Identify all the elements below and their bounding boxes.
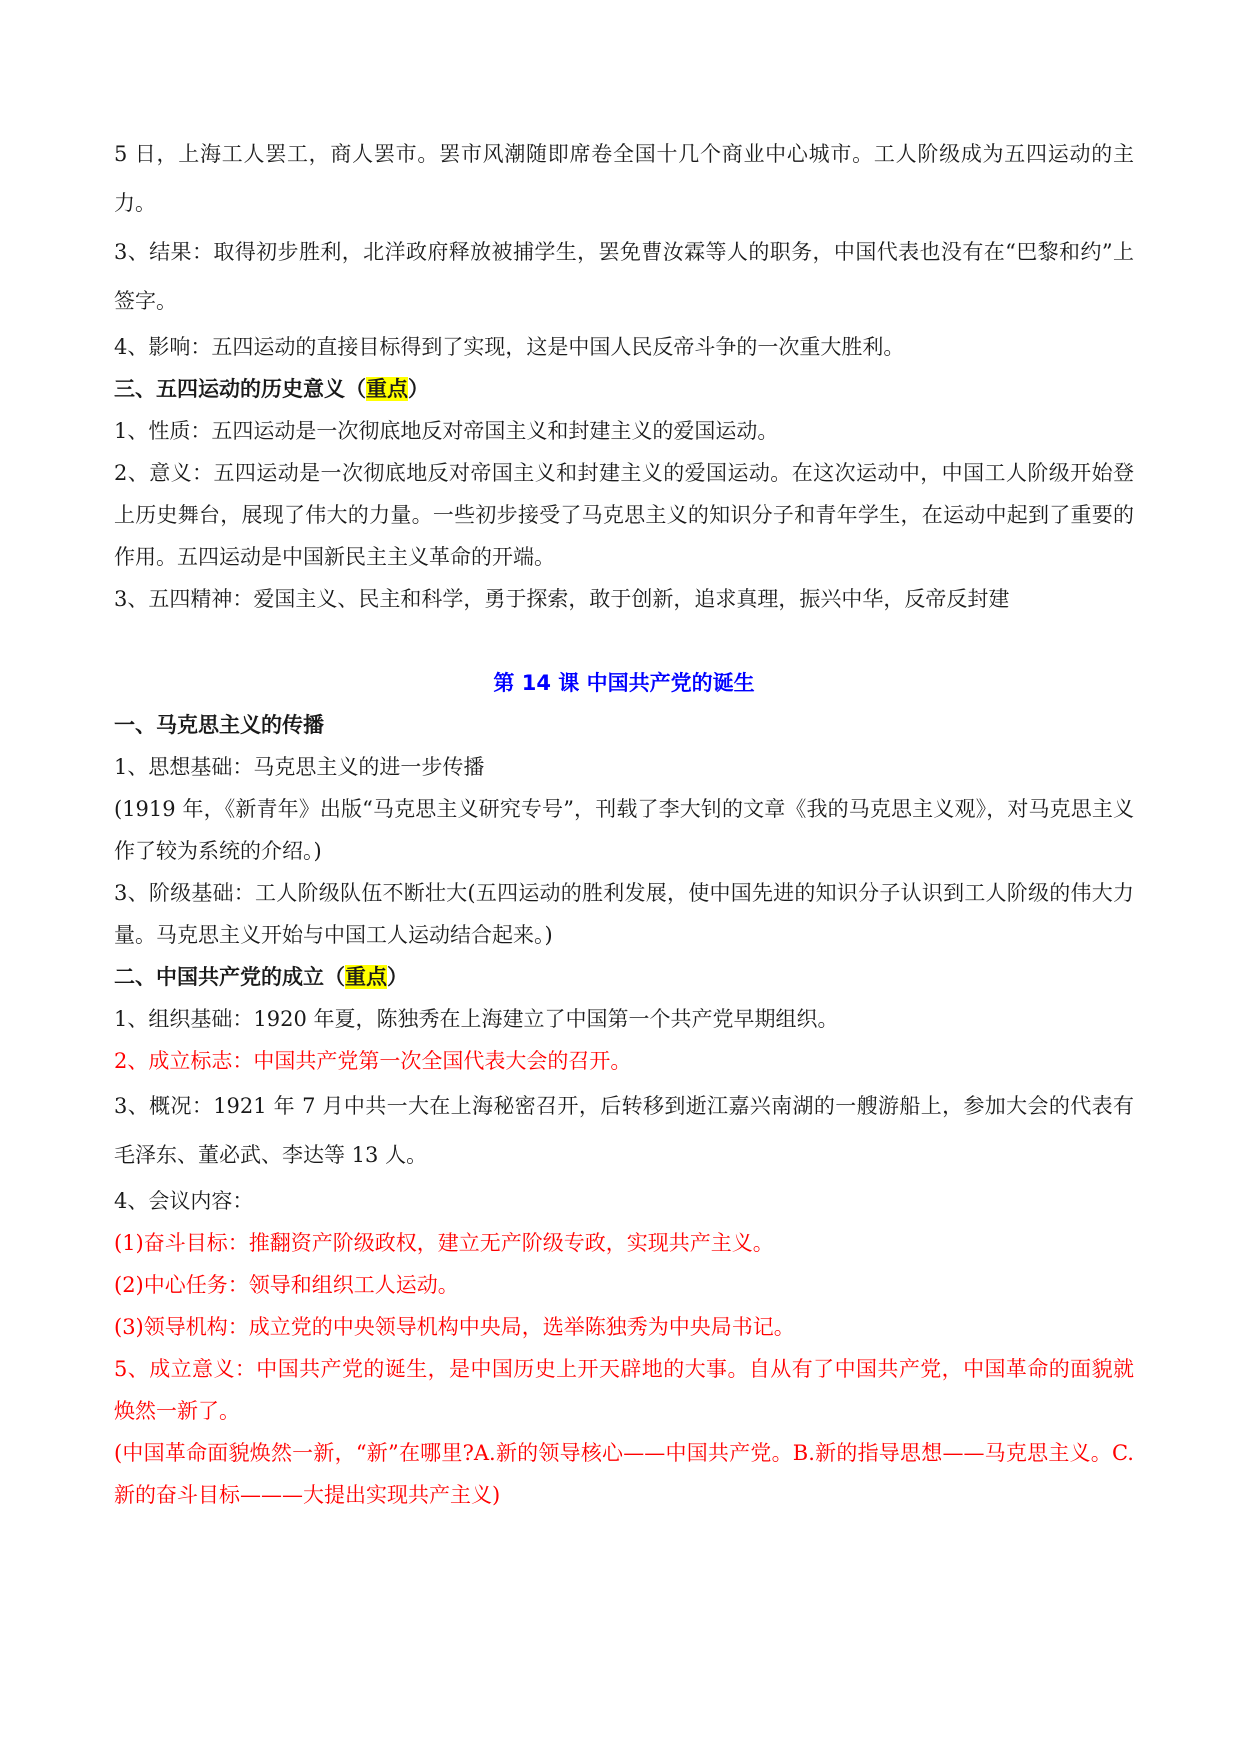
paragraph-nature: 1、性质：五四运动是一次彻底地反对帝国主义和封建主义的爱国运动。 (114, 419, 779, 443)
paragraph-impact: 4、影响：五四运动的直接目标得到了实现，这是中国人民反帝斗争的一次重大胜利。 (114, 335, 905, 359)
key-point-highlight: 重点 (366, 377, 408, 401)
paragraph-central-task: (2)中心任务：领导和组织工人运动。 (114, 1273, 459, 1297)
paragraph-meaning: 2、意义：五四运动是一次彻底地反对帝国主义和封建主义的爱国运动。在这次运动中，中国工人阶级开始登上历史舞台，展现了伟大的力量。一些初步接受了马克思主义的知识分子和青年学生，在运动中起到了重要的作用。五四运动是中国新民主主义革命的开端。 (114, 461, 1134, 569)
paragraph-overview: 3、概况：1921 年 7 月中共一大在上海秘密召开，后转移到逝江嘉兴南湖的一艘游船上，参加大会的代表有毛泽东、董必武、李达等 13 人。 (114, 1094, 1134, 1167)
heading-close: ） (387, 965, 408, 989)
section-heading-founding (114, 956, 1134, 998)
section-heading-significance (114, 368, 1134, 410)
paragraph-organizational-basis: 1、组织基础：1920 年夏，陈独秀在上海建立了中国第一个共产党早期组织。 (114, 1007, 839, 1031)
paragraph-goal: (1)奋斗目标：推翻资产阶级政权，建立无产阶级专政，实现共产主义。 (114, 1231, 774, 1255)
paragraph-ideological-basis: 1、思想基础：马克思主义的进一步传播 (114, 755, 485, 779)
paragraph-strike: 5 日，上海工人罢工，商人罢市。罢市风潮随即席卷全国十几个商业中心城市。工人阶级成为五四运动的主力。 (114, 142, 1134, 215)
paragraph-founding-mark: 2、成立标志：中国共产党第一次全国代表大会的召开。 (114, 1049, 632, 1073)
paragraph-result: 3、结果：取得初步胜利，北洋政府释放被捕学生，罢免曹汝霖等人的职务，中国代表也没有在“巴黎和约”上签字。 (114, 240, 1134, 313)
paragraph-meeting-content: 4、会议内容： (114, 1189, 254, 1213)
paragraph-new-youth: (1919 年，《新青年》出版“马克思主义研究专号”，刊载了李大钊的文章《我的马克思主义观》，对马克思主义作了较为系统的介绍。) (114, 797, 1134, 863)
heading-close: ） (408, 377, 429, 401)
paragraph-significance: 5、成立意义：中国共产党的诞生，是中国历史上开天辟地的大事。自从有了中国共产党，中国革命的面貌就焕然一新了。 (114, 1357, 1134, 1423)
heading-text: 三、五四运动的历史意义（ (114, 377, 366, 401)
paragraph-what-is-new: (中国革命面貌焕然一新，“新”在哪里?A.新的领导核心——中国共产党。B.新的指导思想——马克思主义。C.新的奋斗目标———大提出实现共产主义) (114, 1441, 1134, 1507)
document-page (114, 130, 1134, 1516)
key-point-highlight: 重点 (345, 965, 387, 989)
lesson-title: 第 14 课 中国共产党的诞生 (493, 671, 755, 695)
paragraph-leadership: (3)领导机构：成立党的中央领导机构中央局，选举陈独秀为中央局书记。 (114, 1315, 795, 1339)
heading-text: 二、中国共产党的成立（ (114, 965, 345, 989)
spacer (114, 620, 1134, 662)
paragraph-spirit: 3、五四精神：爱国主义、民主和科学，勇于探索，敢于创新，追求真理，振兴中华，反帝反封建 (114, 587, 1010, 611)
section-heading-marxism: 一、马克思主义的传播 (114, 713, 324, 737)
paragraph-class-basis: 3、阶级基础：工人阶级队伍不断壮大(五四运动的胜利发展，使中国先进的知识分子认识到工人阶级的伟大力量。马克思主义开始与中国工人运动结合起来。) (114, 881, 1134, 947)
